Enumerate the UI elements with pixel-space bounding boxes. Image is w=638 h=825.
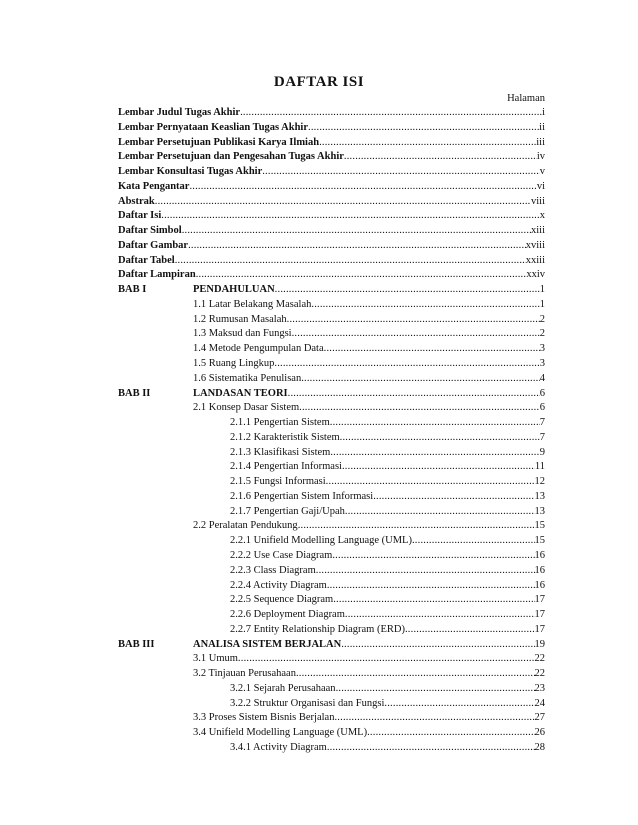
toc-entry-label: 2.1.5 Fungsi Informasi bbox=[230, 476, 326, 488]
dot-leader bbox=[238, 652, 535, 667]
toc-page-number: 13 bbox=[534, 490, 545, 502]
toc-page-number: 6 bbox=[539, 402, 545, 414]
dot-leader bbox=[345, 505, 535, 520]
toc-row bbox=[118, 446, 545, 461]
toc-entry-label: 1.6 Sistematika Penulisan bbox=[193, 372, 302, 384]
toc-page-number: 28 bbox=[534, 741, 545, 753]
toc-row bbox=[118, 579, 545, 594]
dot-leader bbox=[333, 593, 534, 608]
toc-row bbox=[118, 490, 545, 505]
chapter-code: BAB II bbox=[118, 387, 151, 399]
toc-page-number: 2 bbox=[539, 313, 545, 325]
table-of-contents bbox=[118, 106, 545, 756]
toc-row bbox=[118, 106, 545, 121]
toc-page-number: 9 bbox=[539, 446, 545, 458]
toc-entry-label: 2.2.1 Unifield Modelling Language (UML) bbox=[230, 535, 412, 547]
toc-page-number: 15 bbox=[534, 535, 545, 547]
dot-leader bbox=[275, 283, 540, 298]
toc-page-number: vi bbox=[536, 180, 545, 192]
toc-row bbox=[118, 283, 545, 298]
toc-row bbox=[118, 475, 545, 490]
dot-leader bbox=[324, 342, 540, 357]
toc-page-number: xxiv bbox=[526, 269, 545, 281]
toc-entry-label: 2.1.4 Pengertian Informasi bbox=[230, 461, 342, 473]
dot-leader bbox=[292, 327, 540, 342]
toc-row bbox=[118, 593, 545, 608]
toc-page-number: 23 bbox=[534, 682, 545, 694]
dot-leader bbox=[336, 682, 535, 697]
toc-page-number: 15 bbox=[534, 520, 545, 532]
toc-page-number: 6 bbox=[539, 387, 545, 399]
toc-row bbox=[118, 519, 545, 534]
toc-row bbox=[118, 209, 545, 224]
toc-entry-label: 1.4 Metode Pengumpulan Data bbox=[193, 343, 324, 355]
toc-entry-label: 2.1.6 Pengertian Sistem Informasi bbox=[230, 490, 374, 502]
toc-entry-label: 2.2.4 Activity Diagram bbox=[230, 579, 327, 591]
toc-entry-label: PENDAHULUAN bbox=[193, 284, 275, 296]
dot-leader bbox=[319, 136, 536, 151]
toc-row bbox=[118, 564, 545, 579]
dot-leader bbox=[287, 313, 540, 328]
toc-entry-label: 2.1.2 Karakteristik Sistem bbox=[230, 431, 340, 443]
toc-entry-label: Daftar Gambar bbox=[118, 239, 189, 251]
dot-leader bbox=[262, 165, 540, 180]
dot-leader bbox=[240, 106, 542, 121]
toc-entry-label: 1.2 Rumusan Masalah bbox=[193, 313, 287, 325]
toc-page-number: xxiii bbox=[525, 254, 545, 266]
toc-entry-label: 2.1.7 Pengertian Gaji/Upah bbox=[230, 505, 345, 517]
toc-page-number: 17 bbox=[534, 594, 545, 606]
dot-leader bbox=[332, 549, 534, 564]
toc-row bbox=[118, 195, 545, 210]
toc-page-number: 22 bbox=[534, 653, 545, 665]
dot-leader bbox=[327, 741, 535, 756]
dot-leader bbox=[412, 534, 535, 549]
toc-entry-label: 2.2.6 Deployment Diagram bbox=[230, 609, 345, 621]
toc-page-number: 7 bbox=[539, 431, 545, 443]
toc-entry-label: Abstrak bbox=[118, 195, 155, 207]
toc-row bbox=[118, 505, 545, 520]
toc-entry-label: 3.4.1 Activity Diagram bbox=[230, 741, 327, 753]
toc-page-number: iii bbox=[536, 136, 545, 148]
toc-entry-label: 1.5 Ruang Lingkup bbox=[193, 358, 275, 370]
toc-page-number: x bbox=[539, 210, 545, 222]
toc-entry-label: 1.3 Maksud dan Fungsi bbox=[193, 328, 292, 340]
toc-page-number: 12 bbox=[534, 476, 545, 488]
toc-page-number: iv bbox=[536, 151, 545, 163]
toc-page-number: 7 bbox=[539, 417, 545, 429]
toc-entry-label: 3.2.1 Sejarah Perusahaan bbox=[230, 682, 336, 694]
toc-row bbox=[118, 667, 545, 682]
toc-entry-label: 2.2.5 Sequence Diagram bbox=[230, 594, 334, 606]
dot-leader bbox=[308, 121, 539, 136]
toc-row bbox=[118, 387, 545, 402]
toc-row bbox=[118, 298, 545, 313]
toc-entry-label: 2.2 Peralatan Pendukung bbox=[193, 520, 298, 532]
toc-entry-label: Daftar Lampiran bbox=[118, 269, 196, 281]
toc-row bbox=[118, 711, 545, 726]
toc-row bbox=[118, 327, 545, 342]
toc-row bbox=[118, 254, 545, 269]
toc-row bbox=[118, 268, 545, 283]
toc-entry-label: 2.1.1 Pengertian Sistem bbox=[230, 417, 330, 429]
chapter-code: BAB I bbox=[118, 284, 147, 296]
toc-row bbox=[118, 460, 545, 475]
toc-entry-label: Lembar Persetujuan Publikasi Karya Ilmiah bbox=[118, 136, 320, 148]
dot-leader bbox=[299, 401, 540, 416]
toc-row bbox=[118, 357, 545, 372]
toc-entry-label: 2.1 Konsep Dasar Sistem bbox=[193, 402, 300, 414]
toc-entry-label: Lembar Konsultasi Tugas Akhir bbox=[118, 166, 263, 178]
toc-row bbox=[118, 623, 545, 638]
toc-entry-label: 2.2.3 Class Diagram bbox=[230, 564, 316, 576]
dot-leader bbox=[384, 697, 534, 712]
toc-page-number: 11 bbox=[534, 461, 545, 473]
chapter-code: BAB III bbox=[118, 638, 155, 650]
toc-row bbox=[118, 534, 545, 549]
dot-leader bbox=[298, 519, 535, 534]
dot-leader bbox=[344, 150, 537, 165]
dot-leader bbox=[342, 460, 535, 475]
toc-entry-label: Daftar Tabel bbox=[118, 254, 175, 266]
toc-row bbox=[118, 342, 545, 357]
dot-leader bbox=[188, 239, 526, 254]
toc-row bbox=[118, 150, 545, 165]
toc-row bbox=[118, 741, 545, 756]
toc-row bbox=[118, 180, 545, 195]
toc-entry-label: 3.3 Proses Sistem Bisnis Berjalan bbox=[193, 712, 335, 724]
toc-page-number: viii bbox=[530, 195, 545, 207]
toc-row bbox=[118, 165, 545, 180]
toc-page-number: 1 bbox=[539, 298, 545, 310]
toc-row bbox=[118, 401, 545, 416]
dot-leader bbox=[189, 180, 536, 195]
dot-leader bbox=[182, 224, 531, 239]
toc-row bbox=[118, 121, 545, 136]
toc-entry-label: Lembar Pernyataan Keaslian Tugas Akhir bbox=[118, 121, 309, 133]
toc-page-number: 17 bbox=[534, 609, 545, 621]
dot-leader bbox=[373, 490, 534, 505]
toc-row bbox=[118, 638, 545, 653]
toc-page-number: 3 bbox=[539, 358, 545, 370]
dot-leader bbox=[301, 372, 540, 387]
toc-page-number: xviii bbox=[525, 239, 545, 251]
toc-row bbox=[118, 431, 545, 446]
toc-row bbox=[118, 239, 545, 254]
dot-leader bbox=[405, 623, 535, 638]
toc-page-number: xiii bbox=[530, 225, 545, 237]
toc-page-number: i bbox=[542, 107, 545, 118]
toc-page-number: 16 bbox=[534, 549, 545, 561]
dot-leader bbox=[196, 268, 527, 283]
dot-leader bbox=[367, 726, 534, 741]
dot-leader bbox=[327, 579, 535, 594]
toc-entry-label: 3.2.2 Struktur Organisasi dan Fungsi bbox=[230, 697, 385, 709]
toc-page-number: 1 bbox=[539, 284, 545, 296]
toc-page-number: 27 bbox=[534, 712, 545, 724]
toc-page-number: 22 bbox=[534, 668, 545, 680]
toc-entry-label: Kata Pengantar bbox=[118, 180, 190, 192]
toc-entry-label: LANDASAN TEORI bbox=[193, 387, 288, 399]
dot-leader bbox=[341, 638, 534, 653]
dot-leader bbox=[330, 446, 539, 461]
toc-entry-label: Daftar Isi bbox=[118, 210, 162, 222]
toc-page-number: 26 bbox=[534, 727, 545, 739]
toc-page-number: ii bbox=[539, 121, 545, 133]
dot-leader bbox=[155, 195, 531, 210]
dot-leader bbox=[311, 298, 539, 313]
dot-leader bbox=[296, 667, 535, 682]
toc-entry-label: 3.4 Unifield Modelling Language (UML) bbox=[193, 727, 368, 739]
toc-row bbox=[118, 549, 545, 564]
toc-row bbox=[118, 416, 545, 431]
toc-page-number: 24 bbox=[534, 697, 545, 709]
dot-leader bbox=[175, 254, 526, 269]
toc-row bbox=[118, 372, 545, 387]
page-title: DAFTAR ISI bbox=[273, 74, 365, 90]
toc-page-number: v bbox=[539, 166, 545, 178]
toc-row bbox=[118, 313, 545, 328]
toc-entry-label: Lembar Persetujuan dan Pengesahan Tugas Akhir bbox=[118, 151, 344, 163]
toc-row bbox=[118, 224, 545, 239]
toc-page-number: 2 bbox=[539, 328, 545, 340]
toc-row bbox=[118, 697, 545, 712]
toc-page-number: 13 bbox=[534, 505, 545, 517]
dot-leader bbox=[288, 387, 540, 402]
dot-leader bbox=[330, 416, 540, 431]
dot-leader bbox=[340, 431, 540, 446]
toc-row bbox=[118, 652, 545, 667]
toc-page-number: 4 bbox=[539, 372, 545, 384]
toc-page-number: 3 bbox=[539, 343, 545, 355]
page-column-label: Halaman bbox=[507, 93, 545, 104]
toc-row bbox=[118, 682, 545, 697]
toc-entry-label: 1.1 Latar Belakang Masalah bbox=[193, 298, 312, 310]
dot-leader bbox=[334, 711, 534, 726]
toc-entry-label: 2.1.3 Klasifikasi Sistem bbox=[230, 446, 331, 458]
toc-entry-label: 3.1 Umum bbox=[193, 653, 238, 665]
toc-entry-label: Daftar Simbol bbox=[118, 225, 182, 237]
dot-leader bbox=[274, 357, 539, 372]
toc-page-number: 16 bbox=[534, 564, 545, 576]
dot-leader bbox=[316, 564, 535, 579]
toc-entry-label: 2.2.7 Entity Relationship Diagram (ERD) bbox=[230, 623, 405, 635]
toc-row bbox=[118, 136, 545, 151]
toc-entry-label: 2.2.2 Use Case Diagram bbox=[230, 549, 333, 561]
toc-row bbox=[118, 608, 545, 623]
dot-leader bbox=[326, 475, 535, 490]
toc-page-number: 16 bbox=[534, 579, 545, 591]
toc-entry-label: ANALISA SISTEM BERJALAN bbox=[193, 638, 342, 650]
toc-row bbox=[118, 726, 545, 741]
toc-page-number: 19 bbox=[534, 638, 545, 650]
dot-leader bbox=[161, 209, 539, 224]
toc-entry-label: Lembar Judul Tugas Akhir bbox=[118, 107, 241, 118]
toc-entry-label: 3.2 Tinjauan Perusahaan bbox=[193, 668, 296, 680]
toc-page-number: 17 bbox=[534, 623, 545, 635]
dot-leader bbox=[345, 608, 535, 623]
